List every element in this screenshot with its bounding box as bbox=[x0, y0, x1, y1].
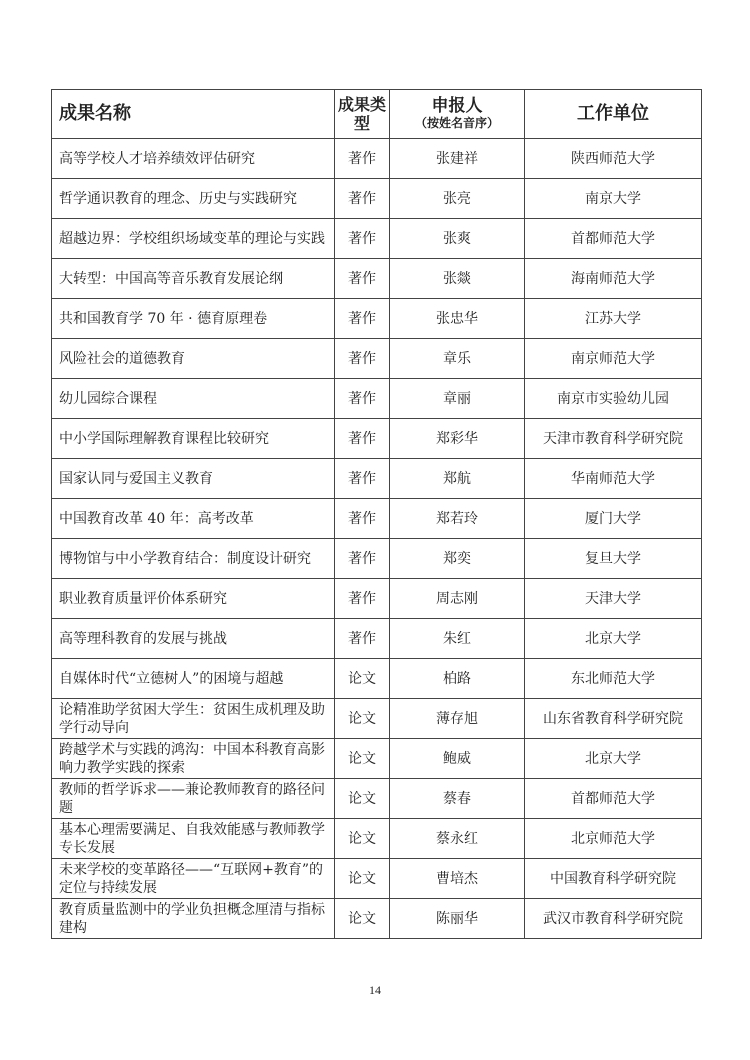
cell-name: 跨越学术与实践的鸿沟：中国本科教育高影响力教学实践的探索 bbox=[52, 739, 335, 779]
cell-unit: 厦门大学 bbox=[525, 499, 702, 539]
cell-unit: 南京市实验幼儿园 bbox=[525, 379, 702, 419]
cell-name: 幼儿园综合课程 bbox=[52, 379, 335, 419]
cell-applicant: 蔡春 bbox=[390, 779, 525, 819]
cell-type: 著作 bbox=[335, 579, 390, 619]
cell-applicant: 陈丽华 bbox=[390, 899, 525, 939]
table-row bbox=[52, 339, 702, 379]
table-row bbox=[52, 139, 702, 179]
table-row bbox=[52, 379, 702, 419]
cell-type: 著作 bbox=[335, 499, 390, 539]
cell-unit: 海南师范大学 bbox=[525, 259, 702, 299]
cell-unit: 首都师范大学 bbox=[525, 219, 702, 259]
cell-type: 著作 bbox=[335, 419, 390, 459]
header-unit: 工作单位 bbox=[525, 90, 702, 139]
cell-unit: 复旦大学 bbox=[525, 539, 702, 579]
table-row bbox=[52, 739, 702, 779]
cell-unit: 陕西师范大学 bbox=[525, 139, 702, 179]
table-row bbox=[52, 259, 702, 299]
page-number: 14 bbox=[369, 983, 381, 997]
cell-applicant: 周志刚 bbox=[390, 579, 525, 619]
cell-name: 基本心理需要满足、自我效能感与教师教学专长发展 bbox=[52, 819, 335, 859]
cell-name: 共和国教育学 70 年 · 德育原理卷 bbox=[52, 299, 335, 339]
cell-applicant: 郑奕 bbox=[390, 539, 525, 579]
cell-name: 高等学校人才培养绩效评估研究 bbox=[52, 139, 335, 179]
cell-name: 中国教育改革 40 年：高考改革 bbox=[52, 499, 335, 539]
table-row bbox=[52, 779, 702, 819]
table-body bbox=[52, 139, 702, 939]
header-name: 成果名称 bbox=[52, 90, 335, 139]
cell-unit: 南京大学 bbox=[525, 179, 702, 219]
cell-type: 论文 bbox=[335, 659, 390, 699]
cell-unit: 天津市教育科学研究院 bbox=[525, 419, 702, 459]
cell-type: 著作 bbox=[335, 139, 390, 179]
cell-name: 高等理科教育的发展与挑战 bbox=[52, 619, 335, 659]
cell-applicant: 郑若玲 bbox=[390, 499, 525, 539]
cell-name: 大转型：中国高等音乐教育发展论纲 bbox=[52, 259, 335, 299]
cell-type: 论文 bbox=[335, 699, 390, 739]
cell-name: 职业教育质量评价体系研究 bbox=[52, 579, 335, 619]
cell-type: 著作 bbox=[335, 619, 390, 659]
table-row bbox=[52, 539, 702, 579]
cell-applicant: 张燚 bbox=[390, 259, 525, 299]
cell-applicant: 郑航 bbox=[390, 459, 525, 499]
cell-type: 著作 bbox=[335, 219, 390, 259]
table-row bbox=[52, 499, 702, 539]
cell-applicant: 张忠华 bbox=[390, 299, 525, 339]
cell-unit: 武汉市教育科学研究院 bbox=[525, 899, 702, 939]
cell-applicant: 鲍威 bbox=[390, 739, 525, 779]
header-applicant bbox=[390, 90, 525, 139]
cell-type: 论文 bbox=[335, 859, 390, 899]
cell-applicant: 张亮 bbox=[390, 179, 525, 219]
cell-type: 著作 bbox=[335, 259, 390, 299]
cell-name: 风险社会的道德教育 bbox=[52, 339, 335, 379]
table-row bbox=[52, 699, 702, 739]
cell-applicant: 朱红 bbox=[390, 619, 525, 659]
cell-unit: 北京大学 bbox=[525, 619, 702, 659]
table-row bbox=[52, 659, 702, 699]
cell-applicant: 柏路 bbox=[390, 659, 525, 699]
cell-type: 著作 bbox=[335, 539, 390, 579]
table-row bbox=[52, 299, 702, 339]
cell-type: 著作 bbox=[335, 299, 390, 339]
cell-type: 论文 bbox=[335, 899, 390, 939]
cell-name: 教育质量监测中的学业负担概念厘清与指标建构 bbox=[52, 899, 335, 939]
header-type: 成果类型 bbox=[335, 90, 390, 139]
table-row bbox=[52, 459, 702, 499]
cell-type: 著作 bbox=[335, 379, 390, 419]
cell-name: 博物馆与中小学教育结合：制度设计研究 bbox=[52, 539, 335, 579]
cell-name: 超越边界：学校组织场域变革的理论与实践 bbox=[52, 219, 335, 259]
table-row bbox=[52, 819, 702, 859]
cell-unit: 北京师范大学 bbox=[525, 819, 702, 859]
cell-unit: 首都师范大学 bbox=[525, 779, 702, 819]
cell-type: 著作 bbox=[335, 459, 390, 499]
header-applicant-note: （按姓名音序） bbox=[414, 116, 499, 130]
cell-applicant: 张爽 bbox=[390, 219, 525, 259]
cell-unit: 中国教育科学研究院 bbox=[525, 859, 702, 899]
table-row bbox=[52, 419, 702, 459]
cell-unit: 天津大学 bbox=[525, 579, 702, 619]
cell-applicant: 蔡永红 bbox=[390, 819, 525, 859]
cell-name: 未来学校的变革路径——“互联网+教育”的定位与持续发展 bbox=[52, 859, 335, 899]
cell-applicant: 章乐 bbox=[390, 339, 525, 379]
cell-name: 自媒体时代“立德树人”的困境与超越 bbox=[52, 659, 335, 699]
cell-unit: 北京大学 bbox=[525, 739, 702, 779]
cell-applicant: 薄存旭 bbox=[390, 699, 525, 739]
cell-applicant: 郑彩华 bbox=[390, 419, 525, 459]
table-header-row bbox=[52, 90, 702, 139]
table-row bbox=[52, 859, 702, 899]
cell-unit: 东北师范大学 bbox=[525, 659, 702, 699]
table-row bbox=[52, 899, 702, 939]
cell-name: 国家认同与爱国主义教育 bbox=[52, 459, 335, 499]
cell-unit: 山东省教育科学研究院 bbox=[525, 699, 702, 739]
cell-type: 论文 bbox=[335, 819, 390, 859]
header-applicant-label: 申报人 bbox=[431, 96, 483, 116]
table-row bbox=[52, 579, 702, 619]
cell-applicant: 曹培杰 bbox=[390, 859, 525, 899]
cell-type: 著作 bbox=[335, 339, 390, 379]
awards-table bbox=[51, 89, 702, 939]
cell-unit: 江苏大学 bbox=[525, 299, 702, 339]
table-row bbox=[52, 179, 702, 219]
cell-type: 著作 bbox=[335, 179, 390, 219]
cell-name: 论精准助学贫困大学生：贫困生成机理及助学行动导向 bbox=[52, 699, 335, 739]
table-row bbox=[52, 219, 702, 259]
cell-name: 教师的哲学诉求——兼论教师教育的路径问题 bbox=[52, 779, 335, 819]
cell-type: 论文 bbox=[335, 779, 390, 819]
cell-name: 中小学国际理解教育课程比较研究 bbox=[52, 419, 335, 459]
cell-name: 哲学通识教育的理念、历史与实践研究 bbox=[52, 179, 335, 219]
cell-applicant: 张建祥 bbox=[390, 139, 525, 179]
cell-applicant: 章丽 bbox=[390, 379, 525, 419]
cell-type: 论文 bbox=[335, 739, 390, 779]
cell-unit: 南京师范大学 bbox=[525, 339, 702, 379]
table-row bbox=[52, 619, 702, 659]
cell-unit: 华南师范大学 bbox=[525, 459, 702, 499]
